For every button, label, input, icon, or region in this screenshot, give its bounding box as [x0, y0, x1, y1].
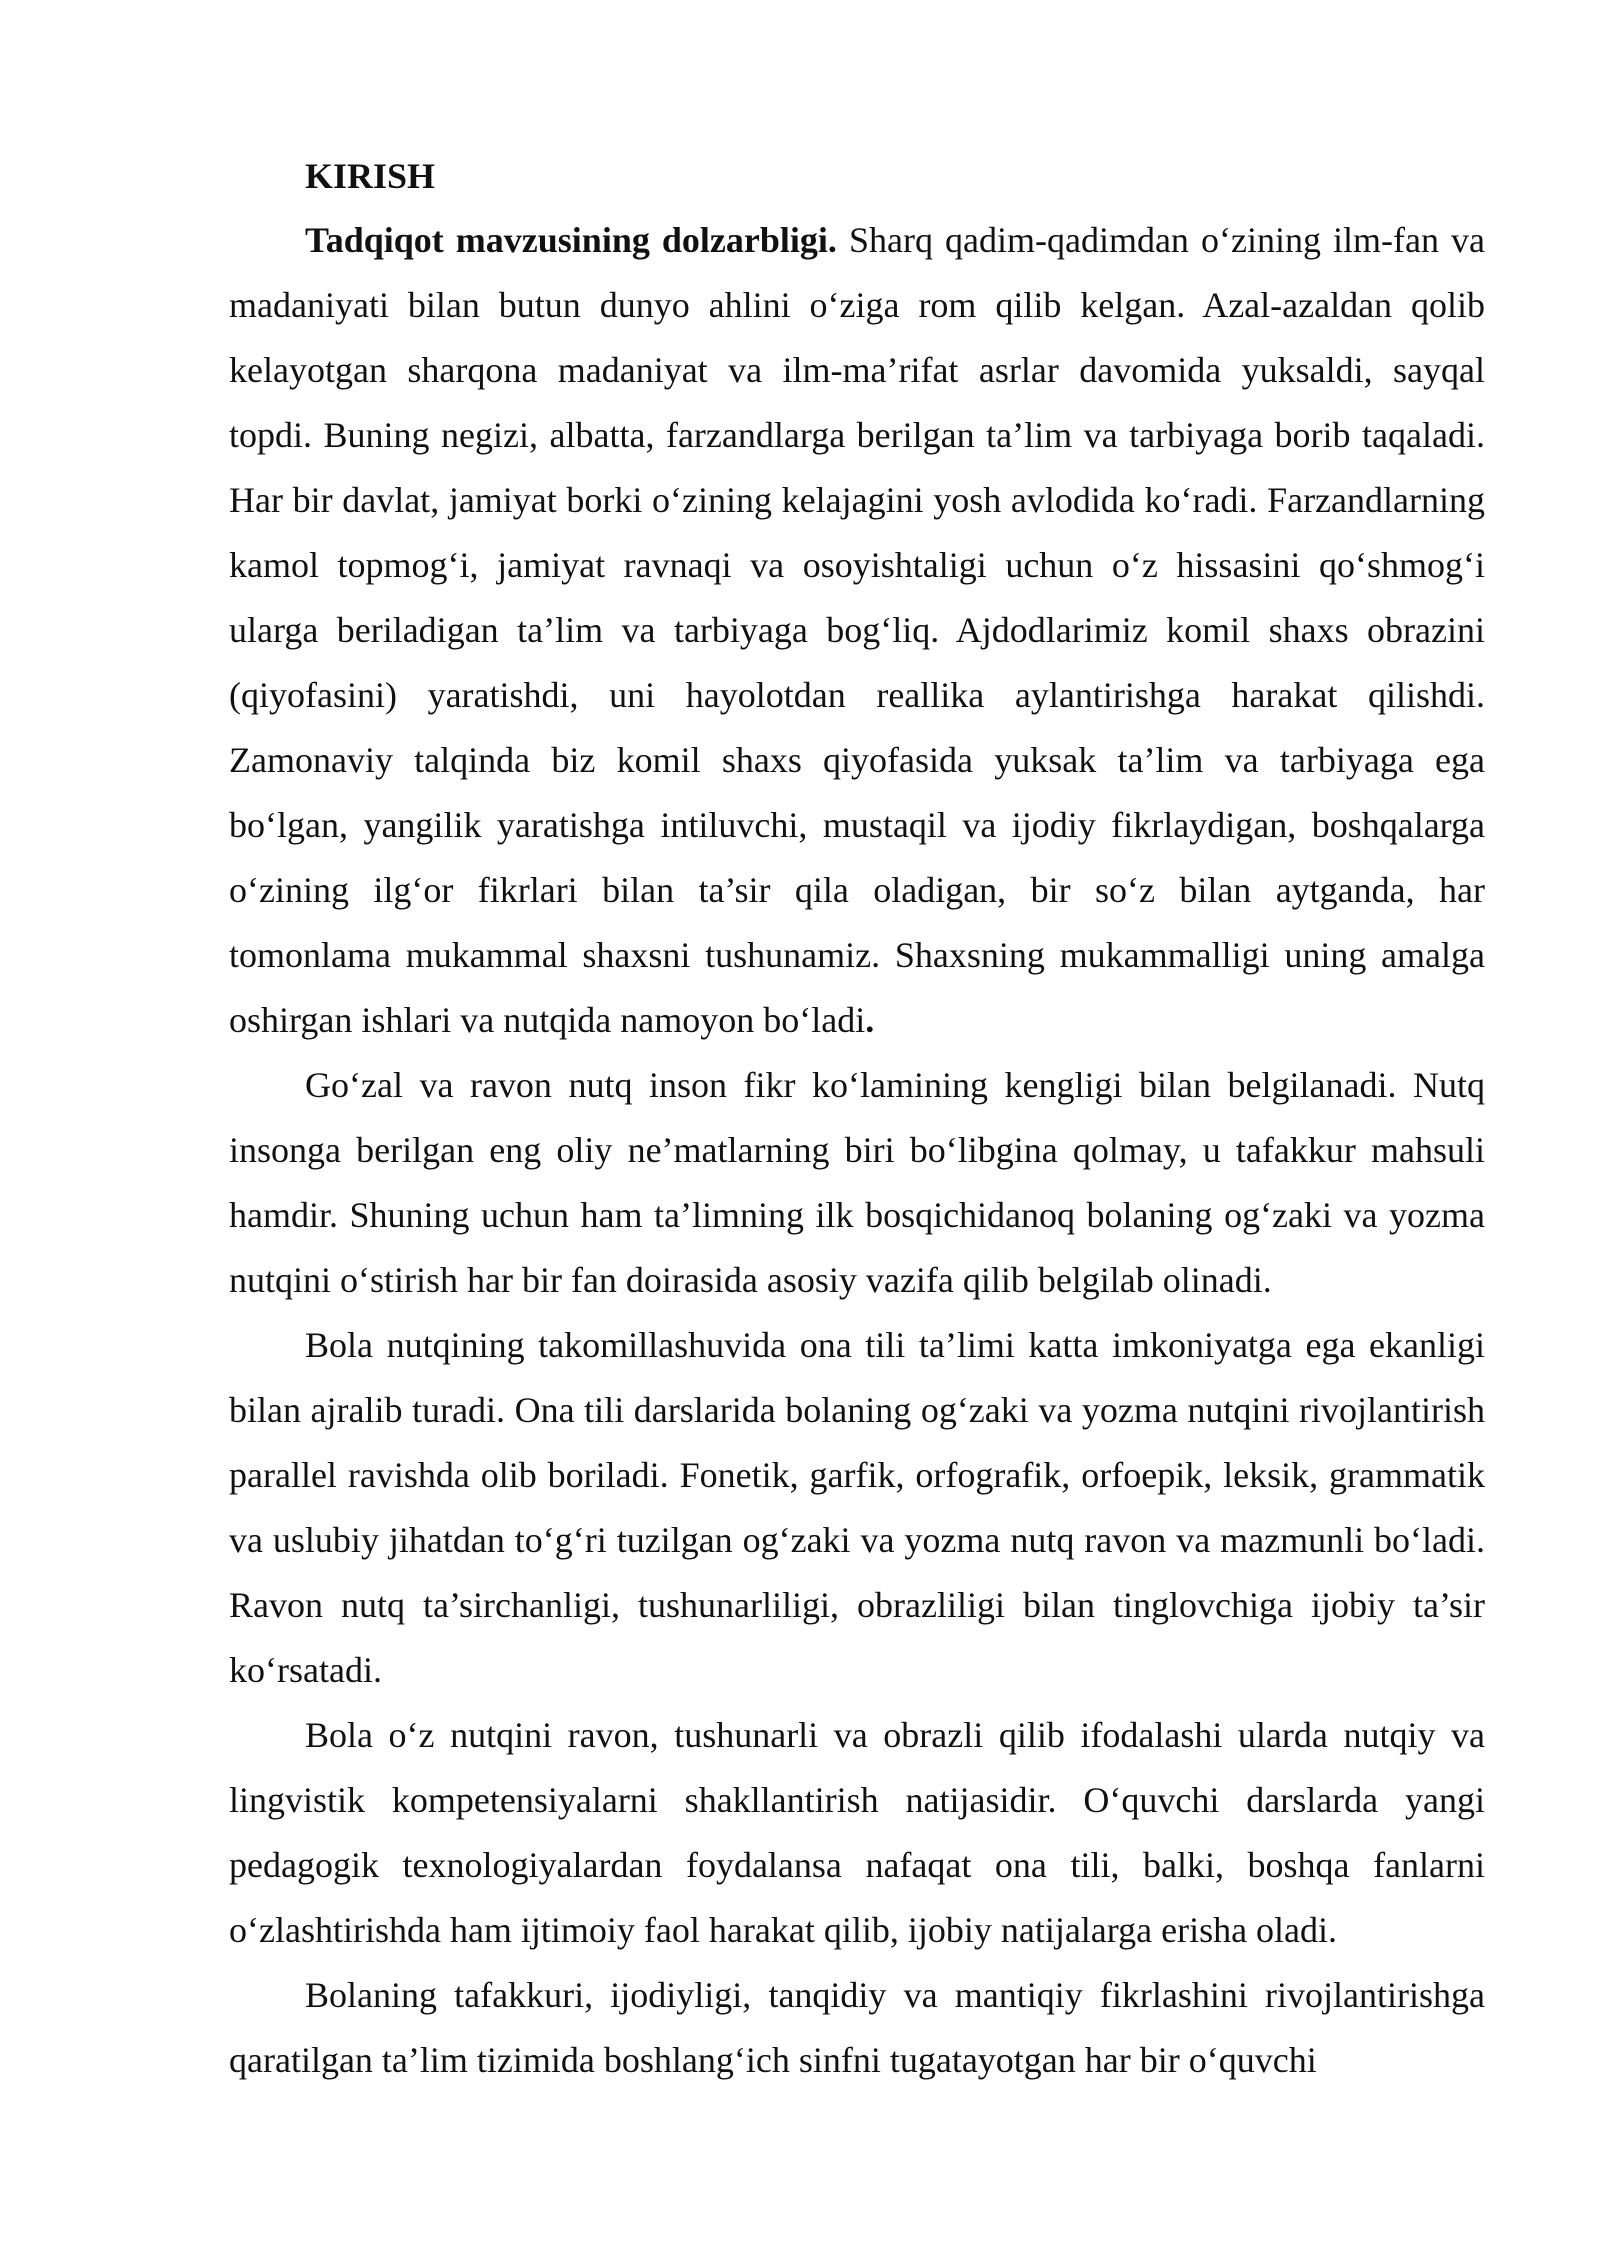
paragraph-competencies: Bola o‘z nutqini ravon, tushunarli va obrazli qilib ifodalashi ularda nutqiy va lingvistik kompetensiyalarni shakllantirish natijasidir. O‘quvchi darslarda yangi pedagogik texnologiyalardan foydalansa nafaqat ona tili, balki, boshqa fanlarni o‘zlashtirishda ham ijtimoiy faol harakat qilib, ijobiy natijalarga erisha oladi. [229, 1715, 1485, 1950]
paragraph-text: Sharq qadim-qadimdan o‘zining ilm-fan va madaniyati bilan butun dunyo ahlini o‘ziga rom qilib kelgan. Azal-azaldan qolib kelayotgan sharqona madaniyat va ilm-ma’rifat asrlar davomida yuksaldi, sayqal topdi. Buning negizi, albatta, farzandlarga berilgan ta’lim va tarbiyaga borib taqaladi. Har bir davlat, jamiyat borki o‘zining kelajagini yosh avlodida ko‘radi. Farzandlarning kamol topmog‘i, jamiyat ravnaqi va osoyishtaligi uchun o‘z hissasini qo‘shmog‘i ularga beriladigan ta’lim va tarbiyaga bog‘liq. Ajdodlarimiz komil shaxs obrazini (qiyofasini) yaratishdi, uni hayolotdan reallika aylantirishga harakat qilishdi. Zamonaviy talqinda biz komil shaxs qiyofasida yuksak ta’lim va tarbiyaga ega bo‘lgan, yangilik yaratishga intiluvchi, mustaqil va ijodiy fikrlaydigan, boshqalarga o‘zining ilg‘or fikrlari bilan ta’sir qila oladigan, bir so‘z bilan aytganda, har tomonlama mukammal shaxsni tushunamiz. Shaxsning mukammalligi uning amalga oshirgan ishlari va nutqida namoyon bo‘ladi [229, 220, 1485, 1040]
document-page [229, 146, 1485, 2093]
paragraph-speech: Go‘zal va ravon nutq inson fikr ko‘lamining kengligi bilan belgilanadi. Nutq insonga berilgan eng oliy ne’matlarning biri bo‘libgina qolmay, u tafakkur mahsuli hamdir. Shuning uchun ham ta’limning ilk bosqichidanoq bolaning og‘zaki va yozma nutqini o‘stirish har bir fan doirasida asosiy vazifa qilib belgilab olinadi. [229, 1065, 1485, 1300]
paragraph-tail-bold: . [865, 1000, 875, 1040]
section-heading: KIRISH [305, 156, 436, 196]
paragraph-thinking: Bolaning tafakkuri, ijodiyligi, tanqidiy va mantiqiy fikrlashini rivojlantirishga qaratilgan ta’lim tizimida boshlang‘ich sinfni tugatayotgan har bir o‘quvchi [229, 1975, 1485, 2080]
paragraph-relevance [229, 208, 1485, 1053]
paragraph-lead-bold: Tadqiqot mavzusining dolzarbligi. [305, 220, 837, 260]
paragraph-native-language: Bola nutqining takomillashuvida ona tili ta’limi katta imkoniyatga ega ekanligi bilan ajralib turadi. Ona tili darslarida bolaning og‘zaki va yozma nutqini rivojlantirish parallel ravishda olib boriladi. Fonetik, garfik, orfografik, orfoepik, leksik, grammatik va uslubiy jihatdan to‘g‘ri tuzilgan og‘zaki va yozma nutq ravon va mazmunli bo‘ladi. Ravon nutq ta’sirchanligi, tushunarliligi, obrazliligi bilan tinglovchiga ijobiy ta’sir ko‘rsatadi. [229, 1325, 1485, 1690]
